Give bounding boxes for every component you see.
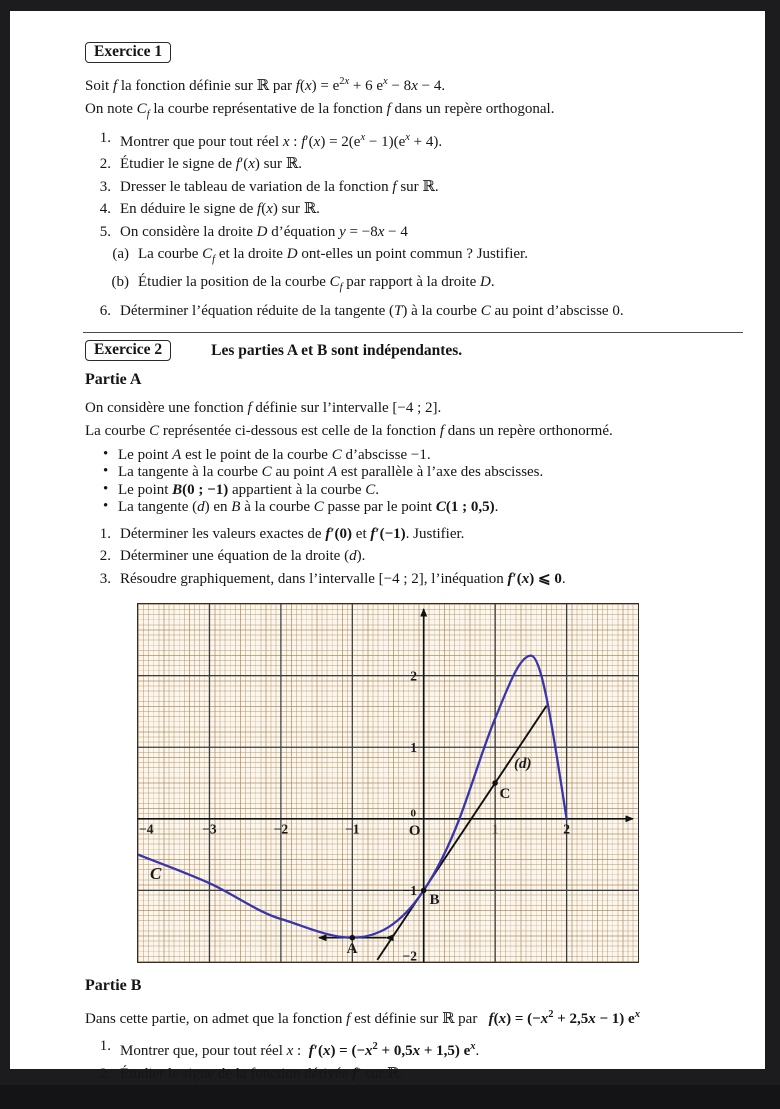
svg-text:−2: −2 [273,821,289,837]
point-b [421,888,427,894]
list-subitem: (b) Étudier la position de la courbe $C_f$ par rapport à la droite D. [111,274,495,294]
svg-text:2: 2 [563,821,570,837]
partie-b-list [85,1035,735,1109]
list-item: 3. Dresser le tableau de variation de la fonction f sur ℝ. [99,178,439,195]
svg-text:0: 0 [410,807,416,820]
svg-text:−1: −1 [345,821,360,837]
list-item: 2. Déterminer une équation de la droite (d). [99,548,366,565]
section-divider [83,332,743,333]
svg-text:1: 1 [410,739,417,755]
exercice-1-intro-line-1: Soit f la fonction définie sur ℝ par $f(x) = e^{2x} + 6$ $e^x - 8x - 4$. [85,76,446,94]
partie-a-list [85,523,735,590]
list-item: 3. En déduire les variations de la fonction f sur ℝ. [99,1088,405,1105]
list-item: 4. En déduire le signe de f(x) sur ℝ. [99,201,320,218]
exercice-2-header [85,340,735,361]
point-a-label: A [346,940,358,957]
line-d-label: (d) [514,755,532,772]
svg-text:−3: −3 [202,821,217,837]
exercice-1-list [85,127,735,322]
list-item: 2. Étudier le signe de f′(x) sur ℝ. [99,156,302,173]
tangent-line-d [377,706,546,960]
partie-b-title: Partie B [85,976,142,994]
exercice-1-box [85,42,171,63]
point-b-label: B [429,891,440,908]
bullet-item: • La tangente à la courbe C au point A est parallèle à l’axe des abscisses. [85,464,735,481]
list-item: 1. Déterminer les valeurs exactes de f′(0) et f′(−1). Justifier. [99,526,465,543]
graph-figure [137,603,637,964]
svg-text:−4: −4 [139,821,154,837]
partie-b-intro: Dans cette partie, on admet que la fonction f est définie sur ℝ par $f(x) = (-x^2 + 2,5x - 1)$ $e^x$ [85,1008,640,1027]
bullet-item: • Le point A est le point de la courbe C d’abscisse −1. [85,447,735,464]
graph-labels [150,756,532,957]
exercice-1-box-label: Exercice 1 [94,43,163,60]
svg-text:−1: −1 [402,882,417,898]
axis-tick-labels [139,668,570,963]
list-item: 2. Étudier le signe de la fonction dérivée f′ sur ℝ. [99,1065,404,1082]
bullet-item: • Le point B(0 ; −1) appartient à la courbe C. [85,482,735,499]
exercice-2-box-label: Exercice 2 [94,341,163,359]
svg-text:2: 2 [410,668,417,684]
svg-text:1: 1 [491,821,499,837]
exercice-2-box [85,340,171,361]
partie-a-intro-line-1: On considère une fonction f définie sur l’intervalle [−4 ; 2]. [85,400,442,417]
bullet-item: • La tangente (d) en B à la courbe C passe par le point C(1 ; 0,5). [85,499,735,516]
exercice-2-heading: Les parties A et B sont indépendantes. [211,341,463,359]
list-item: 3. Résoudre graphiquement, dans l’intervalle [−4 ; 2], l’inéquation f′(x) ⩽ 0. [99,570,566,587]
major-gridlines [138,604,638,962]
point-c-label: C [499,785,511,802]
document-page [10,11,765,1105]
exercice-1-intro-line-2: On note $C_f$ la courbe représentative de la fonction f dans un repère orthogonal. [85,101,555,120]
axes [138,609,633,962]
list-item: 1. Montrer que pour tout réel x : $f'(x) = 2(e^x - 1)(e^x + 4)$. [99,130,443,150]
partie-a-title: Partie A [85,371,142,389]
function-graph [137,603,639,963]
list-item: 1. Montrer que, pour tout réel x : $f'(x) = (-x^2 + 0,5x + 1,5)$ $e^x$. [99,1037,480,1059]
partie-a-intro-line-2: La courbe C représentée ci-dessous est celle de la fonction f dans un repère orthonormé. [85,423,613,440]
list-subitem: (a) La courbe $C_f$ et la droite D ont-elles un point commun ? Justifier. [112,246,528,266]
point-a [350,935,356,941]
list-item: 6. Déterminer l’équation réduite de la tangente (T) à la courbe C au point d’abscisse 0. [99,302,624,319]
svg-text:O: O [408,822,421,839]
point-c [492,780,498,786]
curve-c-label: C [150,863,162,883]
svg-text:−2: −2 [402,948,417,964]
partie-a-bullets [85,447,735,516]
list-item: 5. On considère la droite D d’équation y = −8x − 4 [99,223,408,240]
